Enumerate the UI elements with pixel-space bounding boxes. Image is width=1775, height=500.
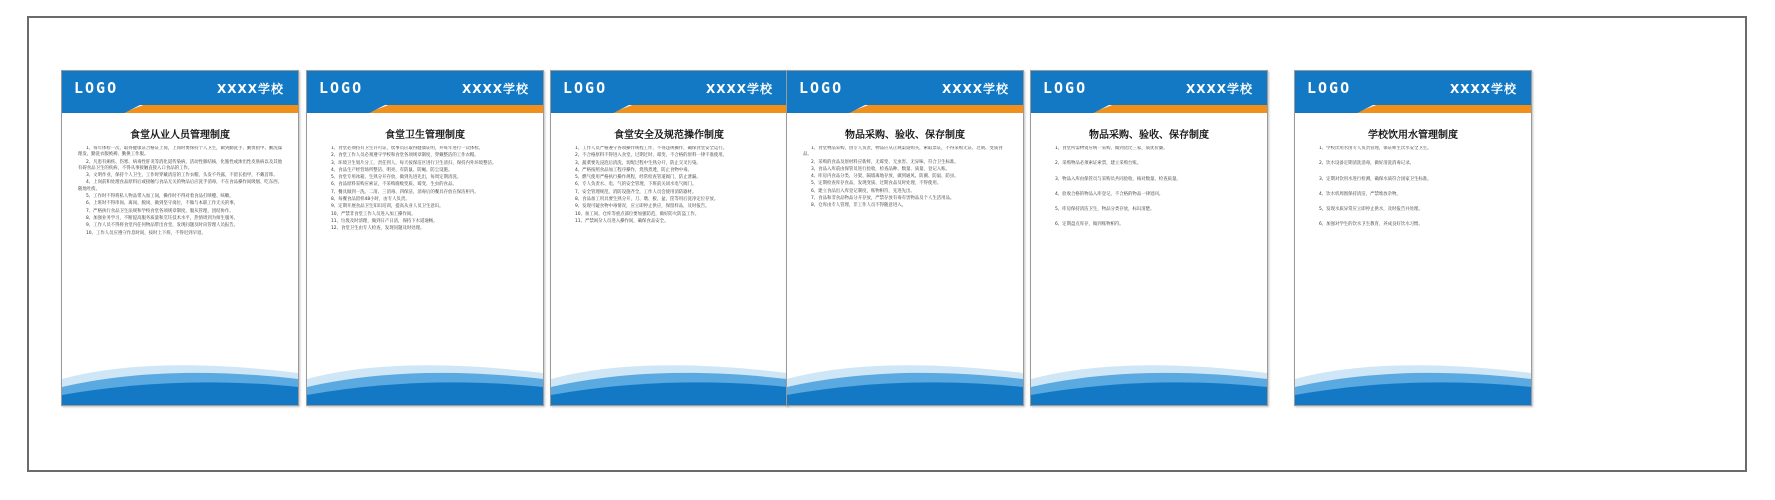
rule-paragraph: 4、食品生产经营场所整洁、明亮、有防鼠、防蝇、防尘设施。 [331,167,453,173]
rule-paragraph: 4、饮水机周围保持清洁，严禁堆放杂物。 [1319,191,1401,197]
board-body [323,146,529,365]
board-header [62,71,298,121]
rule-paragraph: 12、食堂卫生由专人检查，发现问题及时处理。 [331,226,425,232]
rule-paragraph: 9、定期开展食品卫生知识培训，提高从业人员卫生意识。 [331,204,444,210]
wave-decoration [551,357,787,405]
board-body [78,146,284,365]
rule-paragraph: 2、采购的食品及原材料应新鲜，无霉变、无虫害、无异味，符合卫生标准。 [811,159,959,165]
header-orange-stripe [367,105,543,113]
board-body [567,146,773,365]
rule-paragraph: 6、上班时不得串岗、离岗、脱岗，做到坚守岗位，不做与本职工作无关的事。 [86,201,239,207]
header-orange-stripe [611,105,787,113]
rule-paragraph: 2、采购物品必须索证索票，建立采购台账。 [1055,161,1142,167]
rule-paragraph: 3、蔬菜要先浸泡后清洗，切配过程中生熟分开，防止交叉污染。 [575,160,701,166]
rule-paragraph: 1、工作人员严格遵守各项操作规程工作，不得违规操作，确保食堂安全运行。 [575,146,728,151]
rule-paragraph: 2、不合格原料不得进入食堂，过期过时、霉变、不合格的原料一律不准使用。 [575,153,728,159]
canvas-frame [27,16,1747,472]
board-title: 食堂卫生管理制度 [385,130,465,141]
header-orange-stripe [1355,105,1531,113]
rule-paragraph: 6、加强对学生的饮水卫生教育，养成良好饮水习惯。 [1319,222,1423,228]
notice-board [1030,70,1268,406]
rule-paragraph: 5、库房保持清洁卫生，物品分类存放，标识清楚。 [1055,207,1155,213]
board-title: 食堂从业人员管理制度 [130,130,230,141]
wave-decoration [1295,357,1531,405]
wave-decoration [307,357,543,405]
header-orange-stripe [847,105,1023,113]
rule-paragraph: 6、定期盘点库存，做到账物相符。 [1055,222,1124,228]
school-name: XXXX学校 [1449,82,1517,96]
rule-paragraph: 3、定期对饮用水进行检测，确保水质符合国家卫生标准。 [1319,176,1432,182]
school-name: XXXX学校 [941,82,1009,96]
board-title: 食堂安全及规范操作制度 [614,130,724,141]
notice-board [550,70,788,406]
rule-paragraph: 1、学校饮用水由专人负责管理，保证师生饮水安全卫生。 [1319,146,1432,151]
logo: LOGO [1043,79,1088,97]
board-row [29,18,1745,470]
rule-paragraph: 11、严禁闲杂人员进入操作间，确保食品安全。 [575,218,669,224]
rule-paragraph: 1、食堂必须持有卫生许可证，炊事员应取得健康证明，并每年进行一次体检。 [331,146,484,151]
school-name: XXXX学校 [1185,82,1253,96]
board-body [803,146,1009,365]
rule-paragraph: 7、严格执行食品卫生法规和学校食堂各项规章制度，服从管理，团结协作。 [86,208,234,214]
rule-paragraph: 9、工作人员不得将食堂内任何物品带出食堂，发现问题及时向管理人员报告。 [86,223,239,229]
board-body [1047,146,1253,365]
rule-paragraph: 7、安全管理规范，消防设施齐全，工作人员会使用消防器材。 [575,189,697,195]
rule-paragraph: 5、定期检查库存食品，发现变质、过期食品及时处理，不得使用。 [811,181,942,187]
logo: LOGO [563,79,608,97]
rule-paragraph: 11、垃圾及时清理，做到日产日清，保持下水道通畅。 [331,218,438,224]
board-body [1311,146,1517,365]
header-orange-stripe [1091,105,1267,113]
board-title: 物品采购、验收、保存制度 [1089,130,1209,141]
rule-paragraph: 5、发现水质异常应立即停止供水，及时报告并处理。 [1319,207,1423,213]
rule-paragraph: 3、文明作业，保持个人卫生，工作时穿戴清洁的工作衣帽，头发不外露，不留长指甲，不戴首饰。 [86,173,278,179]
rule-paragraph: 4、严格按照食品加工程序操作，烧熟煮透，防止食物中毒。 [575,167,692,173]
notice-board [306,70,544,406]
rule-paragraph: 3、环境卫生划片分工，责任到人，每天按保洁区进行卫生清扫，保持内外环境整洁。 [331,160,497,166]
rule-paragraph: 10、加工间、仓库等重点部位要加强防范，做好防火防盗工作。 [575,211,700,217]
notice-board [1294,70,1532,406]
logo: LOGO [799,79,844,97]
board-header [1031,71,1267,121]
board-title: 物品采购、验收、保存制度 [845,130,965,141]
rule-paragraph: 10、工作人员应遵守作息时间，按时上下班，不得迟到早退。 [86,230,206,236]
rule-paragraph: 7、食品和非食品物品分开存放，严禁存放有毒有害物品及个人生活用品。 [811,196,955,202]
wave-decoration [1031,357,1267,405]
rule-paragraph: 4、库房内食品分类、分架、隔墙离地存放，做到通风、防潮、防鼠、防虫。 [811,174,959,180]
board-header [787,71,1023,121]
rule-paragraph: 9、发现可疑食物中毒情况，应立即停止供应，保留样品，及时报告。 [575,204,710,210]
header-orange-stripe [122,105,298,113]
rule-paragraph: 2、凡患有痢疾、伤寒、病毒性肝炎等消化道传染病，活动性肺结核，化脓性或渗出性皮肤病以及其他有碍食品卫生的疾病，不得从事接触直接入口食品的工作。 [78,159,282,171]
rule-paragraph: 10、严禁非食堂工作人员进入加工操作间。 [331,211,416,217]
rule-paragraph: 2、食堂工作人员必须遵守学校和食堂各项规章制度，穿戴整洁的工作衣帽。 [331,153,479,159]
rule-paragraph: 5、食堂专用冰箱，生熟分开存放，做到先进先出，每周定期清洗。 [331,175,462,181]
rule-paragraph: 6、专人负责水、电、气的安全管理，下班前关闭水电气阀门。 [575,182,697,188]
rule-paragraph: 1、每年体检一次，取得健康证合格证上岗，上岗时要保持个人卫生，做到勤洗手、勤剪指甲、勤洗澡理发、勤洗衣服被褥、勤换工作服。 [78,146,282,158]
rule-paragraph: 6、建立食品出入库登记制度，账物相符，先进先出。 [811,188,915,194]
logo: LOGO [74,79,119,97]
rule-paragraph: 6、食品原料采购应索证，不采购腐败变质、霉变、生虫的食品。 [331,182,457,188]
rule-paragraph: 3、物品入库由保管员与采购员共同验收，核对数量、检查质量。 [1055,176,1181,182]
wave-decoration [62,357,298,405]
board-title: 学校饮用水管理制度 [1368,130,1458,141]
rule-paragraph: 8、食品加工用具要生熟分开，刀、墩、板、盆、筐等用后洗净定位存放。 [575,197,719,203]
rule-paragraph: 5、燃气使用严格执行操作规程，经常检查管道阀门，防止泄漏。 [575,175,701,181]
board-header [551,71,787,121]
rule-paragraph: 4、验收合格的物品入库登记，不合格的物品一律退回。 [1055,191,1164,197]
rule-paragraph: 5、工作时不得将私人物品带入加工间，操作时不得对着食品打喷嚏、咳嗽。 [86,194,234,200]
board-header [307,71,543,121]
school-name: XXXX学校 [216,82,284,96]
rule-paragraph: 2、饮水设备定期清洗消毒，做好清洗消毒记录。 [1319,161,1414,167]
school-name: XXXX学校 [705,82,773,96]
logo: LOGO [319,79,364,97]
school-name: XXXX学校 [461,82,529,96]
rule-paragraph: 8、加强业务学习，不断提高服务质量和烹饪技术水平，热情周到为师生服务。 [86,215,239,221]
logo: LOGO [1307,79,1352,97]
rule-paragraph: 8、仓库由专人管理，非工作人员不得随意进入。 [811,203,906,209]
board-header [1295,71,1531,121]
rule-paragraph: 1、食堂所需物资应统一采购，做到货比三家，质优价廉。 [1055,146,1168,151]
rule-paragraph: 1、食堂物品采购，由专人负责，物品应从正规渠道购买，索取票证，不得采购无证、过期、变质食品。 [803,146,1003,158]
rule-paragraph: 3、食品入库前由保管员进行验收，检查品种、数量、质量，登记入账。 [811,166,950,172]
rule-paragraph: 8、每餐食品留样48小时，由专人负责。 [331,197,410,203]
notice-board [786,70,1024,406]
notice-board [61,70,299,406]
wave-decoration [787,357,1023,405]
rule-paragraph: 7、餐具做到一洗、二清、三消毒、四保洁，消毒后的餐具存放在保洁柜内。 [331,189,479,195]
rule-paragraph: 4、上岗前和处理食品原料后或接触与食品无关的物品后应洗手消毒，不在食品操作间吸烟、吃东西、随地吐痰。 [78,180,282,192]
